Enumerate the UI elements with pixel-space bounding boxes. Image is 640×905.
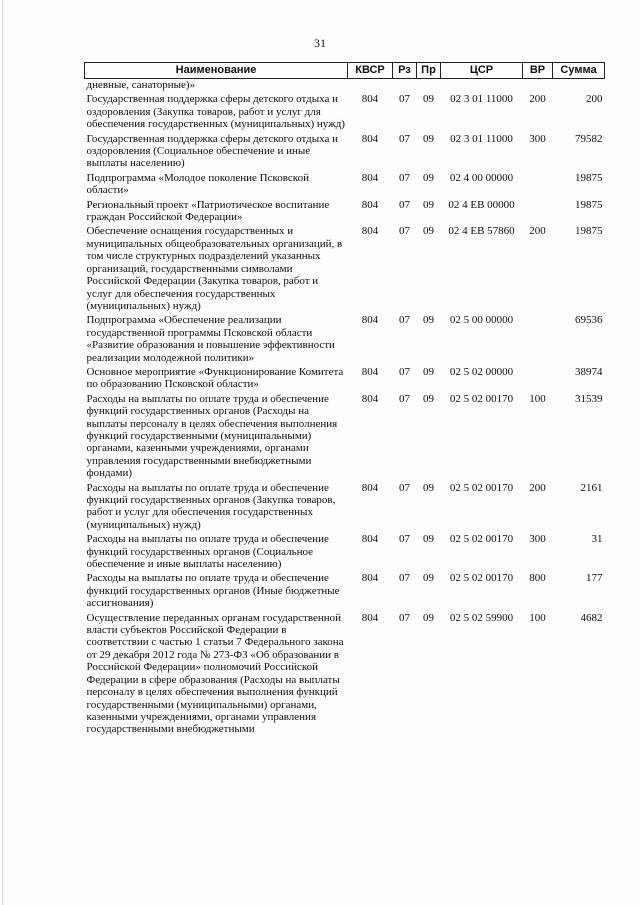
table-header-row [85,63,605,79]
cell-sum: 31 [591,533,603,546]
cell-name: Государственная поддержка сферы детского отдыха и оздоровления (Закупка товаров, работ и услуг для обеспечения государственных (муниципальных) нужд) [86,93,345,131]
cell-rz: 07 [399,132,410,145]
cell-rz: 07 [399,365,410,378]
cell-vr: 100 [529,611,546,624]
cell-sum: 38974 [575,365,603,378]
cell-kvsr [348,79,393,94]
cell-csr: 02 5 02 59900 [449,611,514,624]
cell-kvsr: 804 [361,132,379,145]
cell-name: дневные, санаторные)» [86,79,196,91]
cell-sum: 19875 [575,225,603,238]
cell-rz [393,79,417,94]
header-rz: Рз [393,63,417,79]
table-row [85,572,605,611]
cell-pr: 09 [423,93,434,106]
cell-csr: 02 5 02 00170 [449,533,514,546]
cell-kvsr: 804 [361,314,379,327]
cell-vr: 300 [529,132,546,145]
cell-vr [523,172,553,199]
cell-pr: 09 [423,314,434,327]
cell-kvsr: 804 [361,533,379,546]
table-row [85,225,605,314]
cell-pr: 09 [423,611,434,624]
cell-vr [523,314,553,366]
header-vr: ВР [523,63,553,79]
cell-pr: 09 [423,481,434,494]
scan-edge [2,0,3,905]
cell-name: Расходы на выплаты по оплате труда и обеспечение функций государственных органов (Расходы на выплаты персоналу в целях обеспечения выполнения функций государственными (муниципальными) органами, казенными учреждениями, органами управления государственными внебюджетными фондами) [86,392,338,480]
table-row [85,366,605,393]
cell-pr: 09 [423,132,434,145]
cell-sum: 200 [586,93,603,106]
cell-sum: 2161 [580,481,603,494]
cell-kvsr: 804 [361,198,379,211]
cell-csr: 02 5 02 00170 [449,392,514,405]
cell-pr: 09 [423,198,434,211]
cell-pr: 09 [423,392,434,405]
table-row [85,612,605,738]
cell-csr: 02 5 02 00170 [449,572,514,585]
table-row [85,199,605,226]
cell-pr: 09 [423,365,434,378]
cell-kvsr: 804 [361,481,379,494]
cell-rz: 07 [399,572,410,585]
table-body [85,79,605,738]
cell-csr: 02 3 01 11000 [450,93,513,106]
cell-pr [417,79,441,94]
cell-rz: 07 [399,533,410,546]
cell-kvsr: 804 [361,392,379,405]
cell-sum: 177 [586,572,603,585]
cell-sum: 69536 [575,314,603,327]
cell-name: Государственная поддержка сферы детского отдыха и оздоровления (Социальное обеспечение и иные выплаты населению) [86,132,339,170]
table-row [85,133,605,172]
table-row [85,533,605,572]
cell-sum: 19875 [575,198,603,211]
cell-kvsr: 804 [361,225,379,238]
cell-rz: 07 [399,171,410,184]
budget-table [84,62,605,738]
cell-name: Расходы на выплаты по оплате труда и обеспечение функций государственных органов (Иные бюджетные ассигнования) [86,572,340,610]
cell-kvsr: 804 [361,93,379,106]
cell-csr: 02 4 EB 00000 [448,198,515,211]
cell-rz: 07 [399,481,410,494]
cell-name: Расходы на выплаты по оплате труда и обеспечение функций государственных органов (Социальное обеспечение и иные выплаты населению) [86,533,329,571]
cell-name: Подпрограмма «Молодое поколение Псковской области» [86,171,309,197]
cell-sum: 79582 [575,132,603,145]
cell-csr: 02 5 00 00000 [449,314,514,327]
cell-kvsr: 804 [361,611,379,624]
cell-vr: 200 [529,225,546,238]
cell-sum: 31539 [575,392,603,405]
table-row [85,393,605,482]
cell-rz: 07 [399,611,410,624]
cell-rz: 07 [399,392,410,405]
cell-vr: 800 [529,572,546,585]
table-row [85,93,605,132]
cell-name: Основное мероприятие «Функционирование Комитета по образованию Псковской области» [86,365,344,391]
cell-sum [553,79,605,94]
header-sum: Сумма [553,63,605,79]
cell-pr: 09 [423,225,434,238]
cell-name: Обеспечение оснащения государственных и муниципальных общеобразовательных организаций, в том числе структурных подразделений указанных организаций, государственными символами Российской Федерации (Закупка товаров, работ и услуг для обеспечения государственных (муниципальных) нужд) [86,225,343,312]
header-name: Наименование [85,63,348,79]
cell-kvsr: 804 [361,572,379,585]
cell-csr: 02 3 01 11000 [450,132,513,145]
cell-name: Подпрограмма «Обеспечение реализации государственной программы Псковской области «Развитие образования и повышение эффективности реализации молодежной политики» [86,314,335,364]
cell-sum: 19875 [575,171,603,184]
cell-vr: 200 [529,93,546,106]
table-row [85,172,605,199]
cell-sum: 4682 [580,611,603,624]
cell-rz: 07 [399,93,410,106]
cell-name: Расходы на выплаты по оплате труда и обеспечение функций государственных органов (Закупка товаров, работ и услуг для обеспечения государственных (муниципальных) нужд) [86,481,336,531]
cell-vr [523,366,553,393]
cell-pr: 09 [423,572,434,585]
cell-pr: 09 [423,171,434,184]
cell-pr: 09 [423,533,434,546]
cell-csr [441,79,523,94]
cell-csr: 02 4 EB 57860 [448,225,515,238]
table-row [85,482,605,534]
header-csr: ЦСР [441,63,523,79]
cell-kvsr: 804 [361,171,379,184]
cell-name: Региональный проект «Патриотическое воспитание граждан Российской Федерации» [86,198,330,224]
cell-rz: 07 [399,225,410,238]
cell-csr: 02 5 02 00170 [449,481,514,494]
table-row [85,314,605,366]
cell-kvsr: 804 [361,365,379,378]
cell-name: Осуществление переданных органам государственной власти субъектов Российской Федерации в соответствии с частью 1 статьи 7 Федерального закона от 29 декабря 2012 года № 273-ФЗ «Об образовании в Российской Федерации» полномочий Российской Федерации в сфере образования (Расходы на выплаты персоналу в целях обеспечения выполнения функций государственными (муниципальными) органами, казенными учреждениями, органами управления государственными внебюджетными [86,611,344,736]
header-pr: Пр [417,63,441,79]
cell-vr: 300 [529,533,546,546]
cell-csr: 02 5 02 00000 [449,365,514,378]
cell-rz: 07 [399,198,410,211]
cell-vr: 100 [529,392,546,405]
cell-vr [523,199,553,226]
page-number: 31 [314,36,326,50]
table-row [85,79,605,94]
cell-csr: 02 4 00 00000 [449,171,514,184]
cell-vr [523,79,553,94]
cell-rz: 07 [399,314,410,327]
cell-vr: 200 [529,481,546,494]
header-kvsr: КВСР [348,63,393,79]
